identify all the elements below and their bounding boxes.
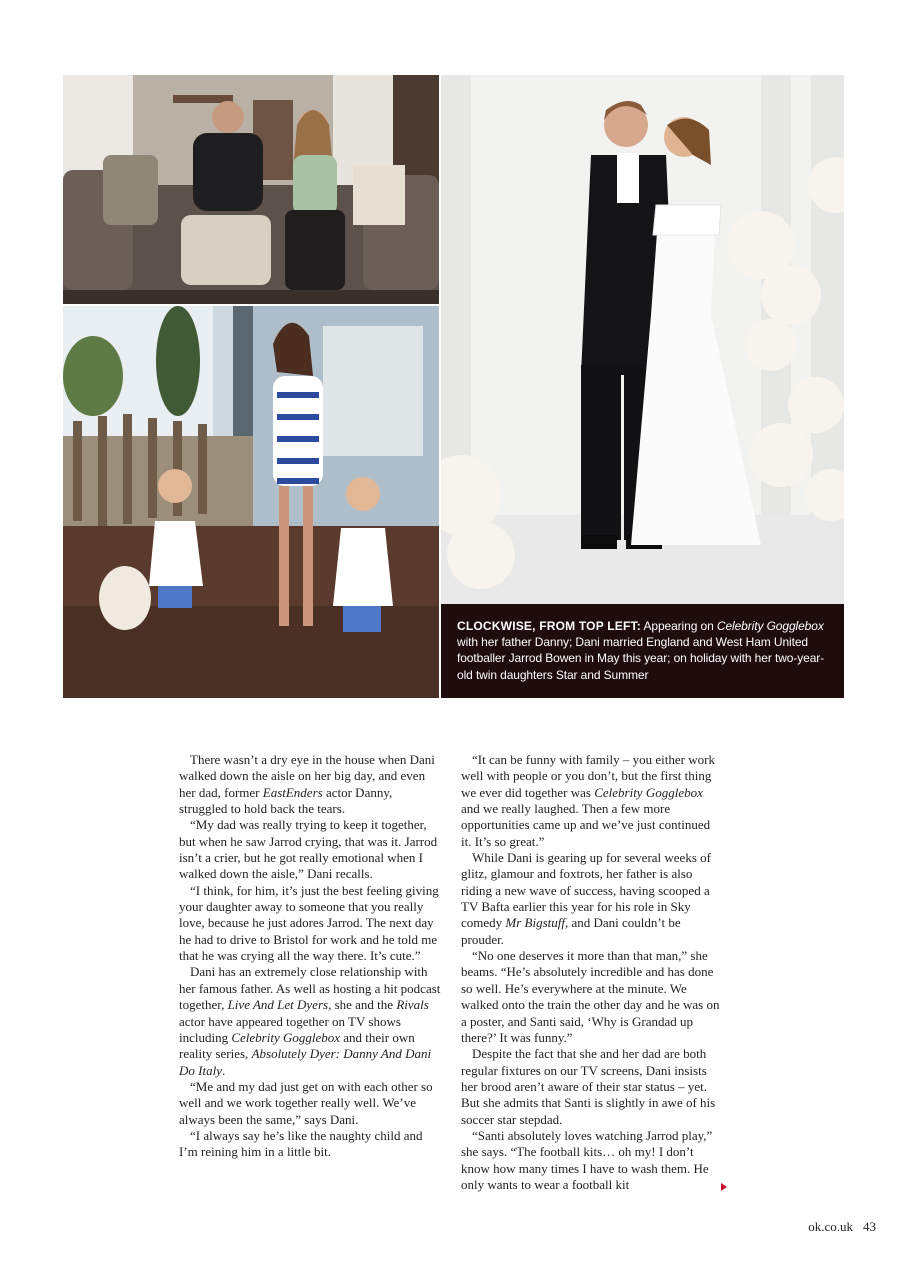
caption-show-title: Celebrity Gogglebox bbox=[716, 619, 824, 633]
paragraph: While Dani is gearing up for several weeks of glitz, glamour and foxtrots, her father is also riding a new wave of success, having scooped a TV Bafta earlier this year for his role in Sky comedy Mr Bigstuff, and Dani couldn’t be prouder. bbox=[461, 850, 711, 947]
caption-text-1: Appearing on bbox=[640, 619, 717, 633]
caption-text-2: with her father Danny; Dani married England and West Ham United footballer Jarrod Bowen in May this year; on holiday with her two-year-old twin daughters Star and Summer bbox=[457, 635, 825, 682]
paragraph: “I always say he’s like the naughty child and I’m reining him in a little bit. bbox=[179, 1127, 423, 1160]
paragraph: There wasn’t a dry eye in the house when Dani walked down the aisle on her big day, and even her dad, former EastEnders actor Danny, struggled to hold back the tears. bbox=[179, 752, 435, 817]
paragraph: “No one deserves it more than that man,” she beams. “He’s absolutely incredible and has done so well. He’s everywhere at the minute. We walked onto the train the other day and he was on a poster, and Santi said, ‘Why is Grandad up there?’ It was funny.” bbox=[461, 948, 720, 1045]
paragraph: “My dad was really trying to keep it together, but when he saw Jarrod crying, that was it. Jarrod isn’t a crier, but he got really emotional when I walked down the aisle,” Dani recalls. bbox=[179, 817, 438, 882]
photo-gogglebox bbox=[63, 75, 439, 304]
paragraph: “It can be funny with family – you either work well with people or you don’t, but the first thing we ever did together was Celebrity Gogglebox and we really laughed. Then a few more opportunities came up and we’ve just continued it. It’s so great.” bbox=[461, 752, 715, 849]
page-number: 43 bbox=[863, 1219, 876, 1234]
wedding-illustration bbox=[441, 75, 844, 604]
photo-caption bbox=[441, 604, 844, 698]
photo-wedding bbox=[441, 75, 844, 604]
caption-lead: CLOCKWISE, FROM TOP LEFT: bbox=[457, 619, 641, 633]
paragraph: Dani has an extremely close relationship with her famous father. As well as hosting a hit podcast together, Live And Let Dyers, she and the Rivals actor have appeared together on TV shows including Celebrity Gogglebox and their own reality series, Absolutely Dyer: Danny And Dani Do Italy. bbox=[179, 964, 441, 1078]
holiday-illustration bbox=[63, 306, 439, 698]
paragraph: Despite the fact that she and her dad are both regular fixtures on our TV screens, Dani insists her brood aren’t aware of their star status – yet. But she admits that Santi is slightly in awe of his soccer star stepdad. bbox=[461, 1046, 716, 1127]
continue-arrow-icon bbox=[721, 1183, 727, 1191]
article-column-left bbox=[179, 752, 441, 1161]
paragraph: “Me and my dad just get on with each other so well and we work together really well. We’ve always been the same,” says Dani. bbox=[179, 1078, 433, 1127]
paragraph: “I think, for him, it’s just the best feeling giving your daughter away to someone that you really love, because he just adores Jarrod. The next day he had to drive to Bristol for work and he told me that he was crying all the way there. It’s cute.” bbox=[179, 882, 439, 964]
site-name: ok.co.uk bbox=[808, 1219, 853, 1234]
page-footer bbox=[808, 1219, 876, 1235]
photo-holiday-twins bbox=[63, 306, 439, 698]
article-column-right bbox=[461, 752, 723, 1193]
gogglebox-illustration bbox=[63, 75, 439, 304]
paragraph: “Santi absolutely loves watching Jarrod play,” she says. “The football kits… oh my! I don’t know how many times I have to wash them. He only wants to wear a football kit bbox=[461, 1127, 713, 1192]
